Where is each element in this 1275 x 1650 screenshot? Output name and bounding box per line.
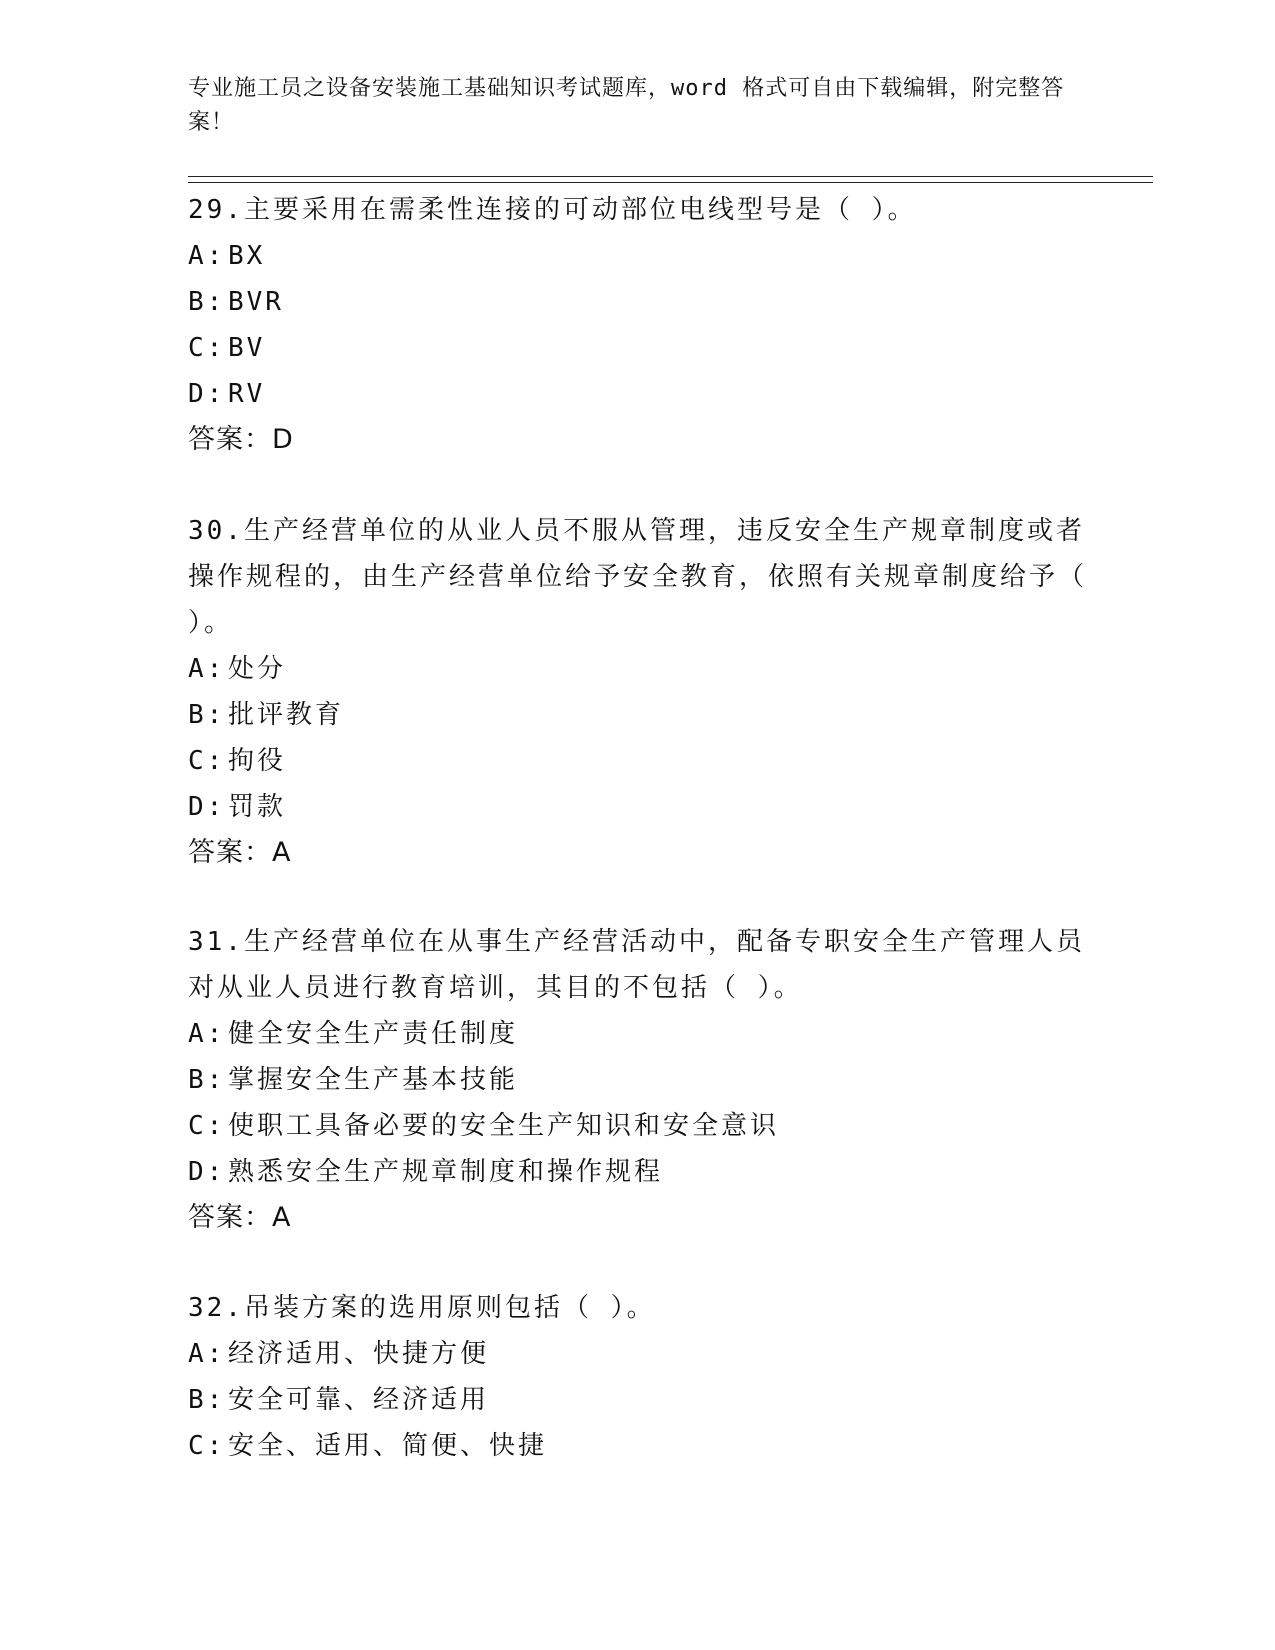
option-label: A: [188, 1019, 226, 1049]
question-31 [188, 919, 1088, 1241]
option-label: C: [188, 746, 226, 776]
answer-line: 答案：A [188, 1202, 292, 1233]
option-text: BV [228, 333, 266, 363]
option-d [188, 784, 1088, 830]
option-label: B: [188, 287, 226, 317]
option-a [188, 1331, 1088, 1377]
option-label: D: [188, 379, 226, 409]
option-label: A: [188, 241, 226, 271]
header-divider-top [188, 176, 1153, 177]
option-text: 熟悉安全生产规章制度和操作规程 [228, 1157, 664, 1187]
question-text: 32.吊装方案的选用原则包括（ ）。 [188, 1293, 656, 1323]
question-32 [188, 1285, 1088, 1469]
header-divider-bottom [188, 182, 1153, 183]
option-text: BX [228, 241, 266, 271]
option-label: A: [188, 654, 226, 684]
option-text: 处分 [228, 654, 287, 684]
option-text: RV [228, 379, 266, 409]
option-d [188, 1149, 1088, 1195]
option-label: D: [188, 792, 226, 822]
question-text: 29.主要采用在需柔性连接的可动部位电线型号是（ ）。 [188, 195, 917, 225]
option-label: C: [188, 1431, 226, 1461]
option-text: 经济适用、快捷方便 [228, 1339, 490, 1369]
option-a [188, 233, 1088, 279]
option-label: C: [188, 1111, 226, 1141]
option-text: 安全、适用、简便、快捷 [228, 1431, 548, 1461]
option-text: 健全安全生产责任制度 [228, 1019, 519, 1049]
answer-line: 答案：D [188, 424, 294, 455]
option-text: 批评教育 [228, 700, 345, 730]
option-text: BVR [228, 287, 284, 317]
option-b [188, 1377, 1088, 1423]
option-text: 安全可靠、经济适用 [228, 1385, 490, 1415]
option-text: 使职工具备必要的安全生产知识和安全意识 [228, 1111, 780, 1141]
option-c [188, 1103, 1088, 1149]
option-label: B: [188, 1065, 226, 1095]
option-a [188, 646, 1088, 692]
question-text: 31.生产经营单位在从事生产经营活动中，配备专职安全生产管理人员对从业人员进行教育培训，其目的不包括（ ）。 [188, 927, 1085, 1003]
question-29 [188, 187, 1088, 463]
option-label: C: [188, 333, 226, 363]
option-b [188, 692, 1088, 738]
option-text: 掌握安全生产基本技能 [228, 1065, 519, 1095]
option-label: D: [188, 1157, 226, 1187]
document-header: 专业施工员之设备安装施工基础知识考试题库，word 格式可自由下载编辑，附完整答案！ [188, 76, 1065, 135]
option-c [188, 1423, 1088, 1469]
option-text: 拘役 [228, 746, 287, 776]
answer-line: 答案：A [188, 837, 292, 868]
option-c [188, 325, 1088, 371]
question-text: 30.生产经营单位的从业人员不服从管理，违反安全生产规章制度或者操作规程的，由生产经营单位给予安全教育，依照有关规章制度给予（ ）。 [188, 516, 1088, 638]
question-30 [188, 508, 1088, 876]
option-text: 罚款 [228, 792, 287, 822]
option-a [188, 1011, 1088, 1057]
option-label: B: [188, 1385, 226, 1415]
option-label: A: [188, 1339, 226, 1369]
option-c [188, 738, 1088, 784]
option-d [188, 371, 1088, 417]
option-b [188, 279, 1088, 325]
option-b [188, 1057, 1088, 1103]
option-label: B: [188, 700, 226, 730]
